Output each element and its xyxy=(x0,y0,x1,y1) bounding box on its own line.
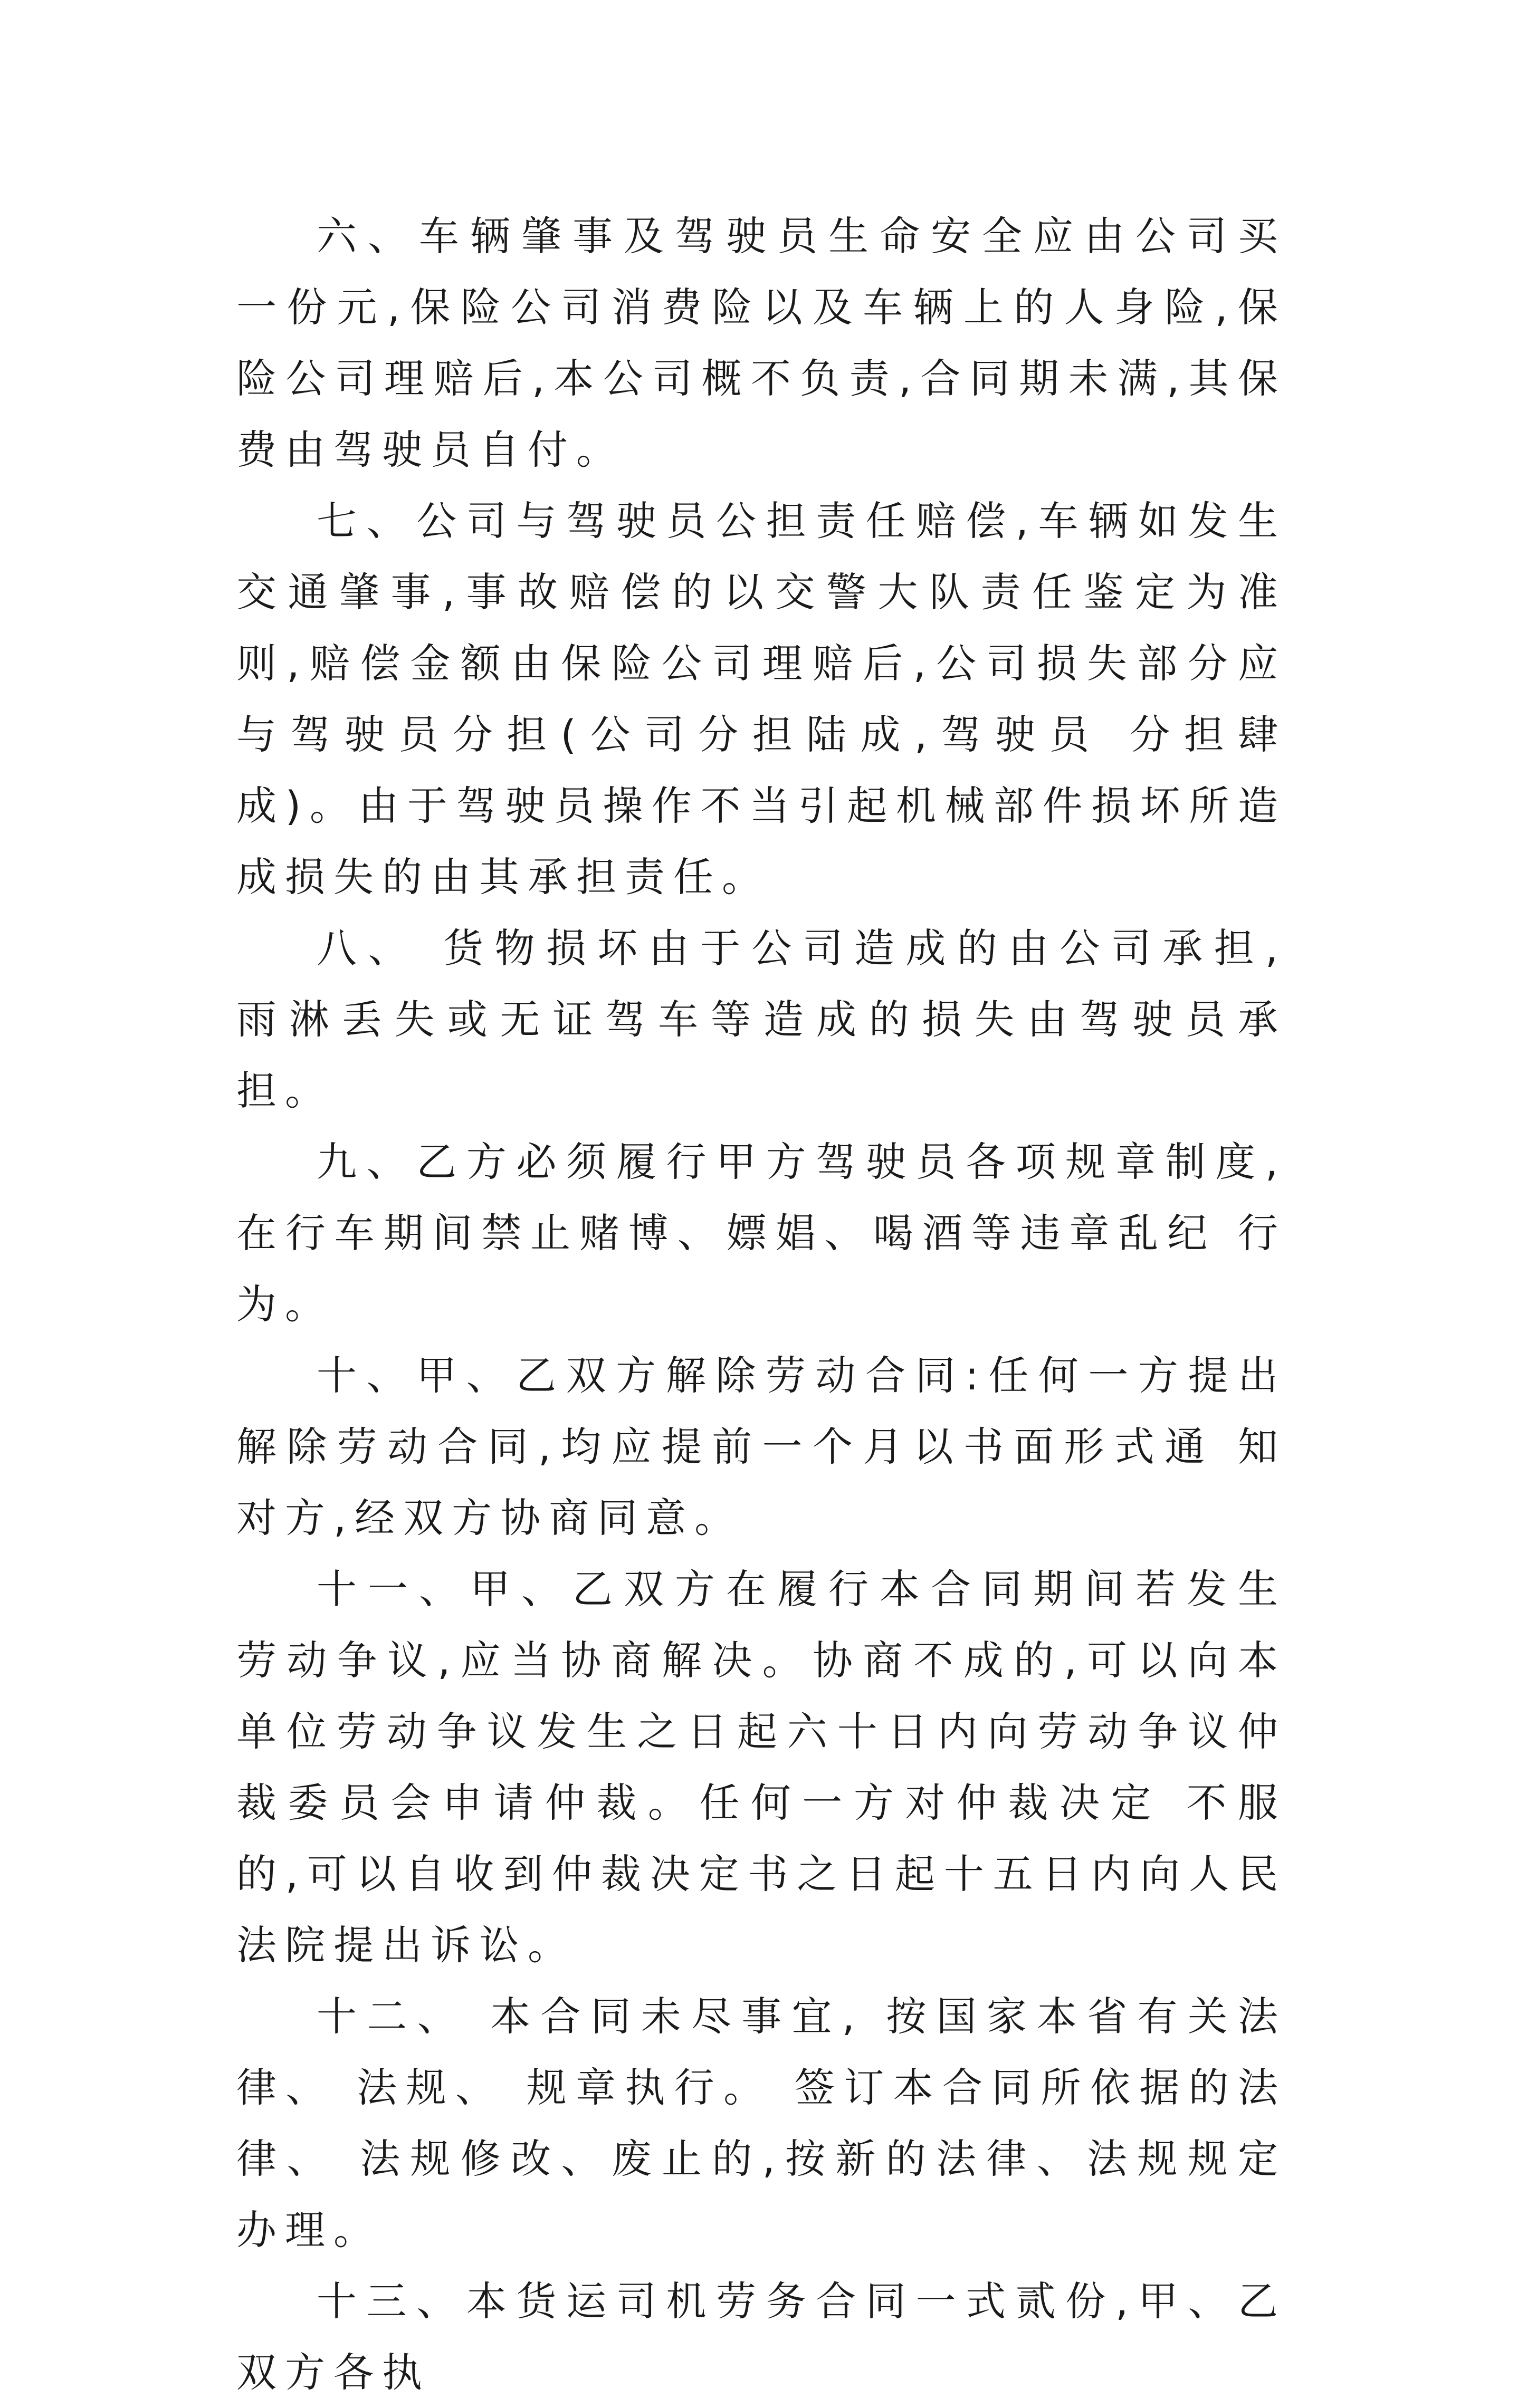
clause-7-paragraph: 七、公司与驾驶员公担责任赔偿,车辆如发生交通肇事,事故赔偿的以交警大队责任鉴定为准则,赔偿金额由保险公司理赔后,公司损失部分应与驾驶员分担(公司分担陆成,驾驶员 分担肆成)。由于驾驶员操作不当引起机械部件损坏所造成损失的由其承担责任。 xyxy=(236,497,1286,900)
clause-9-paragraph: 九、乙方必须履行甲方驾驶员各项规章制度,在行车期间禁止赌博、嫖娼、喝酒等违章乱纪 行为。 xyxy=(236,1138,1286,1328)
clause-6-paragraph: 六、车辆肇事及驾驶员生命安全应由公司买一份元,保险公司消费险以及车辆上的人身险,保险公司理赔后,本公司概不负责,合同期未满,其保费由驾驶员自付。 xyxy=(236,213,1286,473)
clause-10-paragraph: 十、甲、乙双方解除劳动合同:任何一方提出解除劳动合同,均应提前一个月以书面形式通 知对方,经双方协商同意。 xyxy=(236,1352,1286,1541)
document-body xyxy=(236,200,1308,2408)
clause-13-paragraph: 十三、本货运司机劳务合同一式贰份,甲、乙双方各执 xyxy=(236,2278,1286,2396)
clause-8-paragraph: 八、 货物损坏由于公司造成的由公司承担, 雨淋丢失或无证驾车等造成的损失由驾驶员承担。 xyxy=(236,925,1308,1114)
clause-11-paragraph: 十一、甲、乙双方在履行本合同期间若发生劳动争议,应当协商解决。协商不成的,可以向本单位劳动争议发生之日起六十日内向劳动争议仲裁委员会申请仲裁。任何一方对仲裁决定 不服的,可以自收到仲裁决定书之日起十五日内向人民法院提出诉讼。 xyxy=(236,1566,1286,1969)
clause-12-paragraph: 十二、 本合同未尽事宜, 按国家本省有关法律、 法规、 规章执行。 签订本合同所依据的法律、 法规修改、废止的,按新的法律、法规规定办理。 xyxy=(236,1993,1286,2253)
